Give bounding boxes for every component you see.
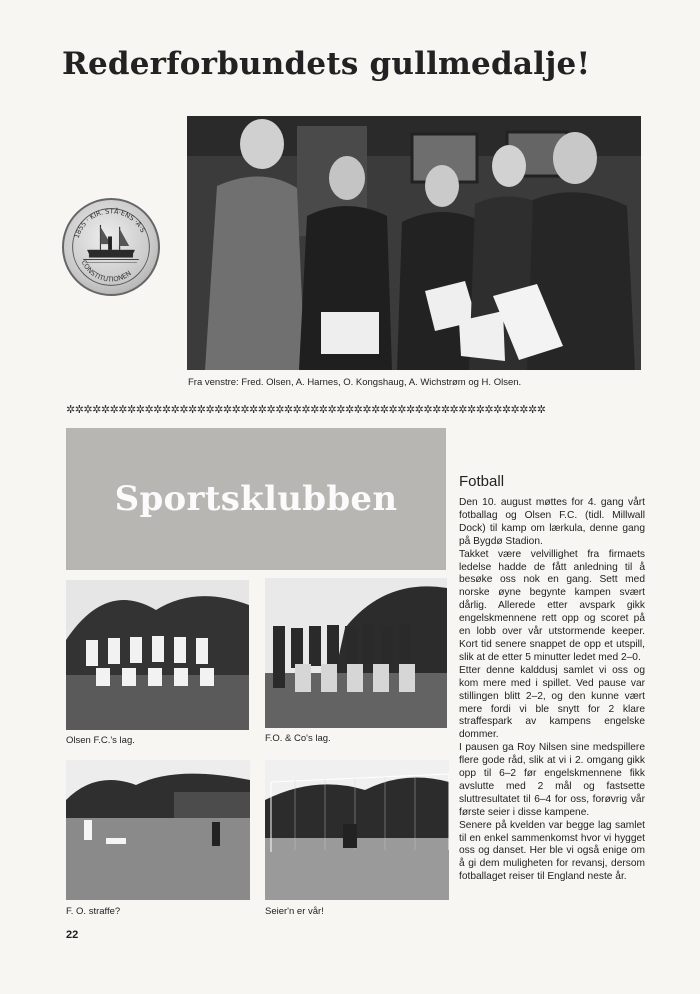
banner-title: Sportsklubben: [114, 479, 398, 519]
article-paragraph: Takket være velvillighet fra firmaets ledelse hadde de fått anledning til å besøke oss nok en gang. Sett med norske øyne begynte kampen svært dårlig. Allerede etter avspark gikk engelskmennene rett opp og scoret på en lobb over vår utstormende keeper. Kort tid senere snappet de opp et utspill, slik at de etter 5 minutter ledet med 2–0.: [459, 548, 645, 663]
page-headline: Rederforbundets gullmedalje!: [62, 46, 591, 82]
article-paragraph: Den 10. august møttes for 4. gang vårt fotballag og Olsen F.C. (tidl. Millwall Dock) til kamp om lærkula, denne gang på Bygdø Stadion.: [459, 497, 645, 547]
ornamental-divider: ✲✲✲✲✲✲✲✲✲✲✲✲✲✲✲✲✲✲✲✲✲✲✲✲✲✲✲✲✲✲✲✲✲✲✲✲✲✲✲✲✲✲✲✲✲✲✲✲✲✲✲✲✲✲✲: [66, 403, 546, 416]
article-paragraph: I pausen ga Roy Nilsen sine medspillere flere gode råd, slik at vi i 2. omgang gikk opp til 6–2 før engelskmennene fikk avslutte med 2 mål og fastsette sluttresultatet til 6–4 for oss, forøvrig vår første seier i disse kampene.: [459, 742, 645, 818]
group-photo-caption: Fra venstre: Fred. Olsen, A. Harnes, O. Kongshaug, A. Wichstrøm og H. Olsen.: [188, 377, 522, 388]
article-heading: Fotball: [459, 473, 505, 490]
photo-caption: Seier'n er vår!: [265, 906, 324, 917]
medal-inscription-bottom: CONSTITUTIONEN: [79, 258, 133, 284]
article-paragraph: Senere på kvelden var begge lag samlet til en enkel sammenkomst hvor vi hygget oss og danset. Her ble vi også enige om å gi dem muligheten for revansj, dersom fotballaget reiser til England neste år.: [459, 819, 645, 883]
team-photo-fo-co: [265, 578, 447, 728]
photo-caption: F. O. straffe?: [66, 906, 121, 917]
article-body: [459, 497, 645, 884]
penalty-kick-photo: [66, 760, 250, 900]
medal-inscription-top: 1855 · KIR. STÅ·ENS ·A·S: [72, 207, 147, 240]
photo-caption: F.O. & Co's lag.: [265, 733, 331, 744]
article-paragraph: Etter denne kalddusj samlet vi oss og kom mere med i spillet. Ved pause var stillingen blitt 2–2, og den kunne vært mere fordi vi ble snytt for 2 klare straffespark av kampens engelske dommer.: [459, 664, 645, 741]
goal-celebration-photo: [265, 760, 449, 900]
page-number: 22: [66, 929, 79, 941]
photo-caption: Olsen F.C.'s lag.: [66, 735, 135, 746]
team-photo-olsen-fc: [66, 580, 249, 730]
gold-medal-image: [62, 198, 160, 296]
section-banner: [66, 428, 446, 570]
award-group-photo: [187, 116, 641, 370]
medal-illustration: [64, 200, 158, 294]
